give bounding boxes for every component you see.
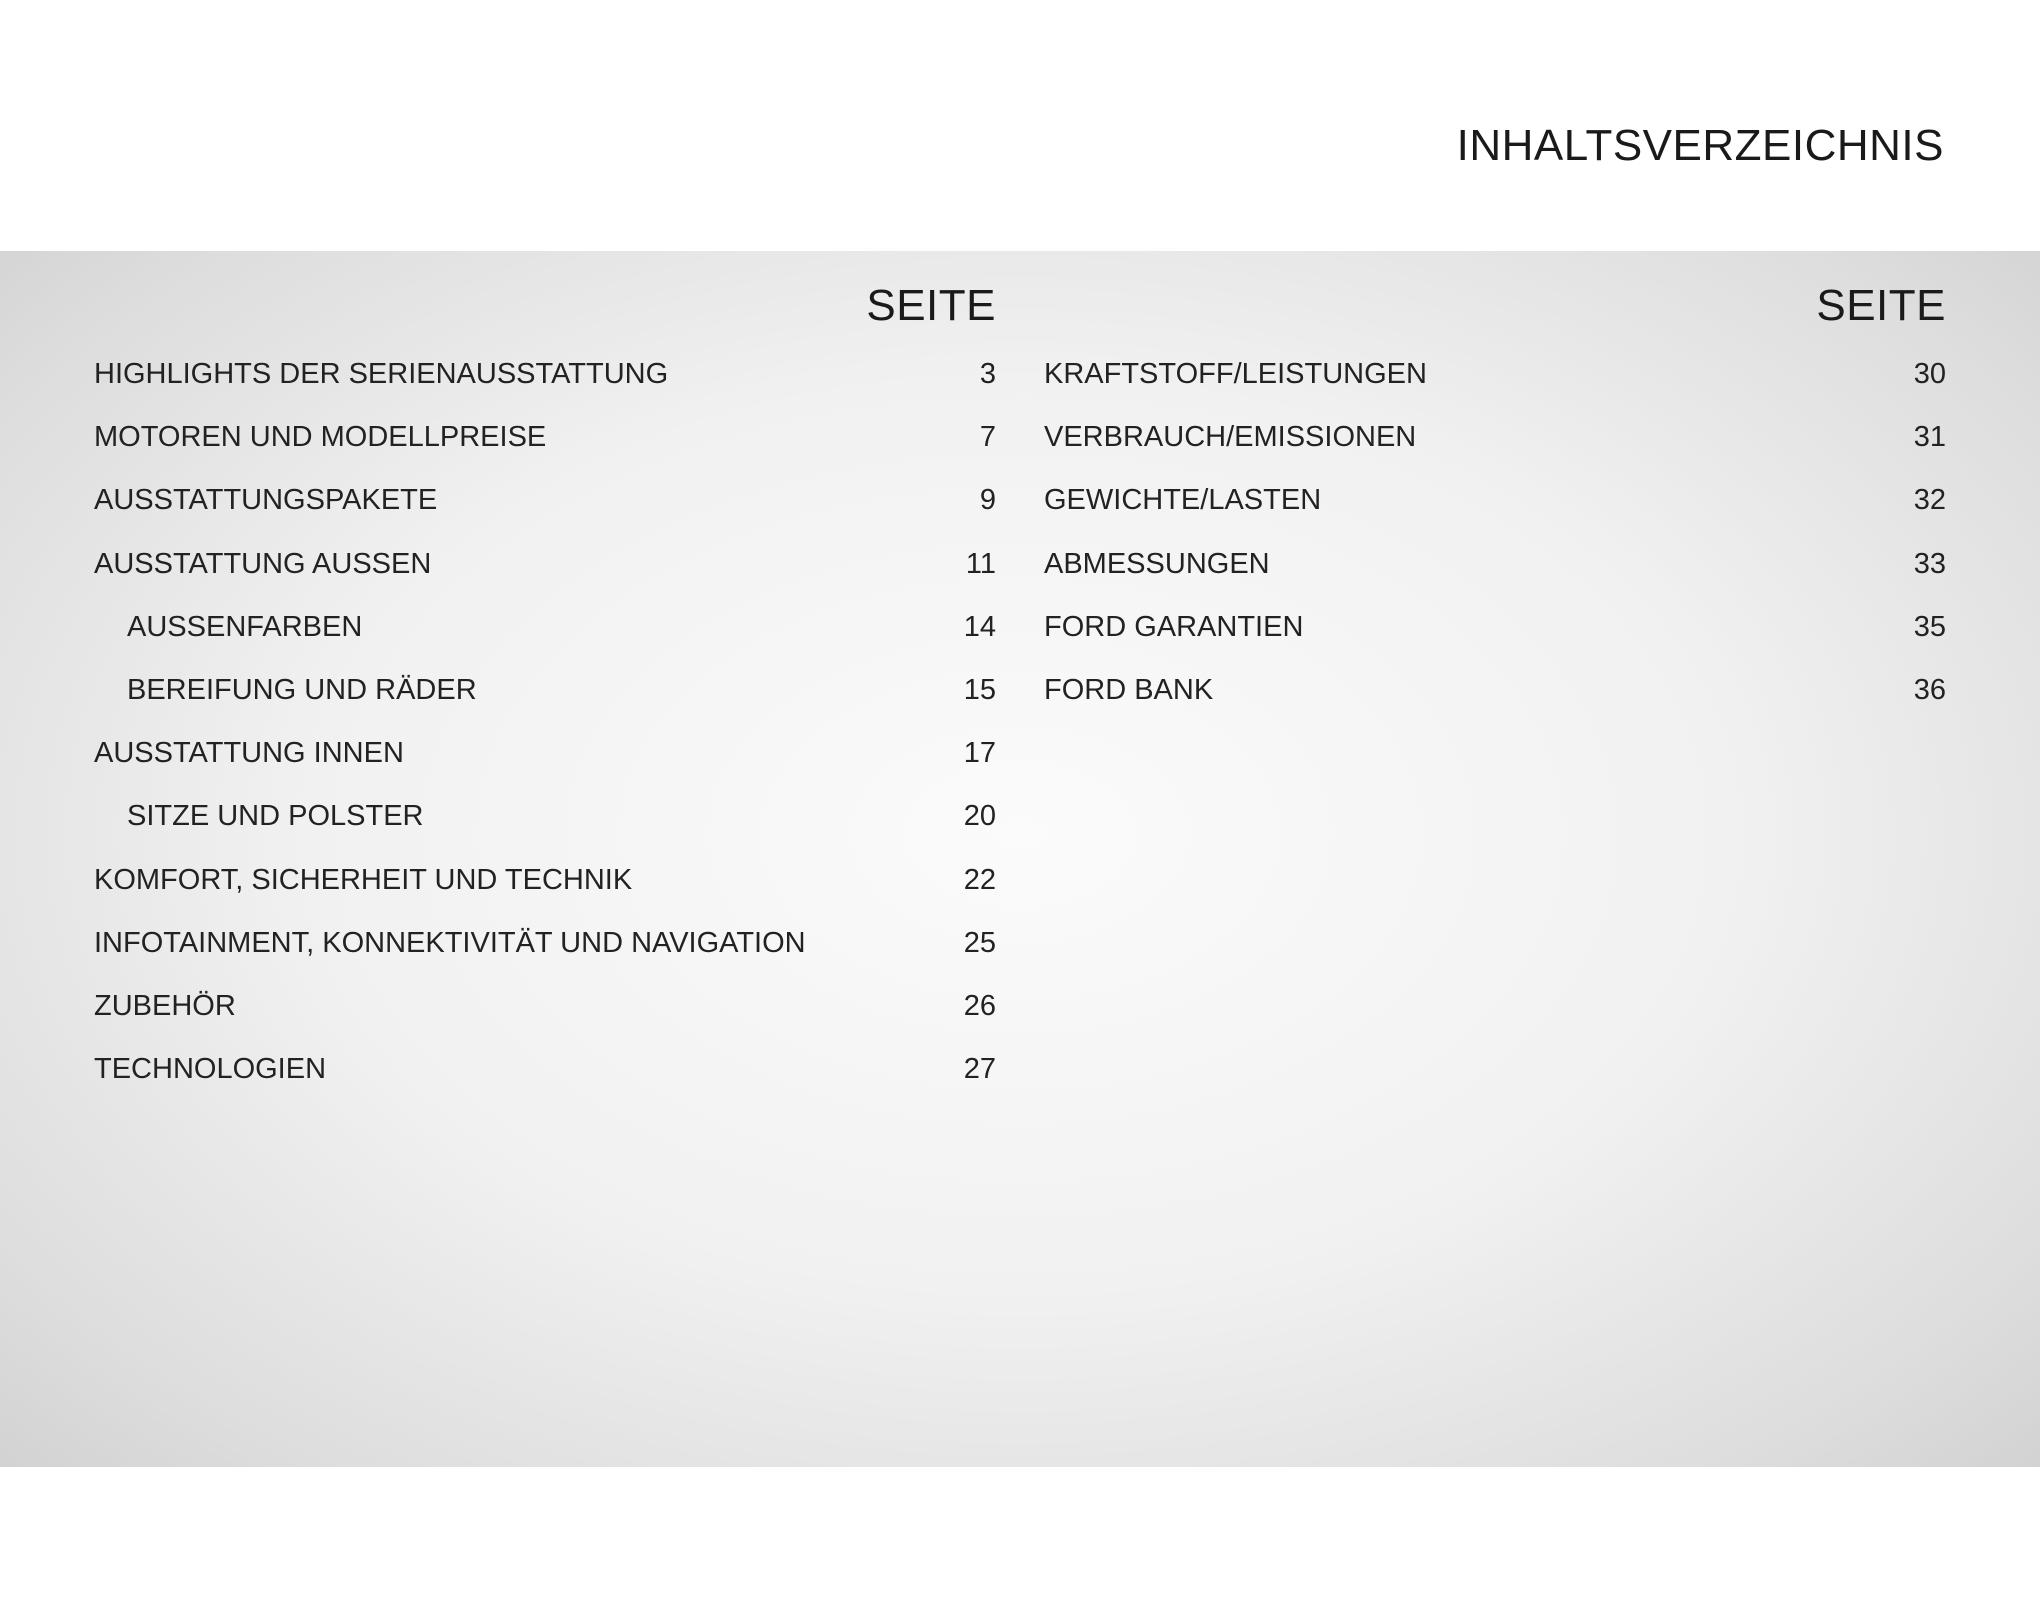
toc-page-number: 32 — [1913, 484, 1946, 517]
toc-entry[interactable] — [1044, 610, 1946, 673]
toc-entry[interactable] — [94, 420, 996, 483]
toc-page-number: 35 — [1913, 610, 1946, 643]
toc-entry-label: MOTOREN UND MODELLPREISE — [94, 421, 547, 454]
toc-entry[interactable] — [94, 483, 996, 546]
toc-page-number: 30 — [1913, 358, 1946, 390]
toc-entry[interactable] — [94, 736, 996, 799]
toc-page-number: 33 — [1913, 547, 1946, 580]
toc-page-number: 15 — [963, 673, 996, 706]
toc-entry[interactable] — [1044, 357, 1946, 420]
toc-page-number: 36 — [1913, 673, 1946, 706]
toc-page-number: 26 — [963, 989, 996, 1022]
toc-subentry[interactable] — [94, 673, 996, 736]
toc-entry[interactable] — [94, 547, 996, 610]
toc-entry-label: TECHNOLOGIEN — [94, 1053, 327, 1086]
toc-page-number: 7 — [979, 421, 996, 454]
toc-entry-label: KOMFORT, SICHERHEIT UND TECHNIK — [94, 863, 633, 896]
toc-entry[interactable] — [1044, 420, 1946, 483]
toc-page-number: 31 — [1913, 421, 1946, 454]
toc-entry-label: FORD BANK — [1044, 673, 1214, 706]
toc-page-number: 9 — [979, 484, 996, 517]
toc-entry-label: ZUBEHÖR — [94, 989, 236, 1022]
toc-panel — [0, 251, 2040, 1467]
toc-entry[interactable] — [1044, 547, 1946, 610]
toc-page-number: 3 — [979, 358, 996, 390]
page-column-header: SEITE — [1816, 281, 1946, 330]
toc-entry[interactable] — [94, 926, 996, 989]
toc-page-number: 25 — [963, 926, 996, 959]
toc-subentry[interactable] — [94, 610, 996, 673]
toc-entry[interactable] — [94, 989, 996, 1052]
toc-entry[interactable] — [94, 1052, 996, 1115]
toc-entry-label: ABMESSUNGEN — [1044, 547, 1270, 580]
toc-entry-label: GEWICHTE/LASTEN — [1044, 484, 1322, 517]
toc-page-number: 20 — [963, 800, 996, 833]
page-column-header: SEITE — [866, 281, 996, 330]
toc-entry-label: FORD GARANTIEN — [1044, 610, 1304, 643]
toc-list-left — [94, 357, 996, 1115]
toc-page-number: 27 — [963, 1053, 996, 1086]
toc-entry-label: AUSSTATTUNGSPAKETE — [94, 484, 438, 517]
toc-entry[interactable] — [1044, 673, 1946, 736]
toc-entry-label: AUSSTATTUNG AUSSEN — [94, 547, 432, 580]
toc-page-number: 17 — [963, 737, 996, 770]
toc-entry-label: BEREIFUNG UND RÄDER — [127, 673, 477, 706]
toc-entry[interactable] — [94, 863, 996, 926]
toc-entry-label: SITZE UND POLSTER — [127, 800, 424, 833]
toc-entry-label: HIGHLIGHTS DER SERIENAUSSTATTUNG — [94, 358, 669, 390]
toc-page-number: 14 — [963, 610, 996, 643]
toc-entry-label: AUSSTATTUNG INNEN — [94, 737, 404, 770]
toc-subentry[interactable] — [94, 799, 996, 862]
toc-entry[interactable] — [94, 357, 996, 420]
toc-entry-label: AUSSENFARBEN — [127, 610, 363, 643]
toc-entry-label: KRAFTSTOFF/LEISTUNGEN — [1044, 358, 1427, 390]
toc-entry-label: INFOTAINMENT, KONNEKTIVITÄT UND NAVIGATION — [94, 926, 806, 959]
toc-entry-label: VERBRAUCH/EMISSIONEN — [1044, 421, 1417, 454]
toc-list-right — [1044, 357, 1946, 736]
toc-page-number: 11 — [965, 547, 996, 580]
toc-entry[interactable] — [1044, 483, 1946, 546]
page-title: INHALTSVERZEICHNIS — [1456, 121, 1944, 170]
toc-page-number: 22 — [963, 863, 996, 896]
